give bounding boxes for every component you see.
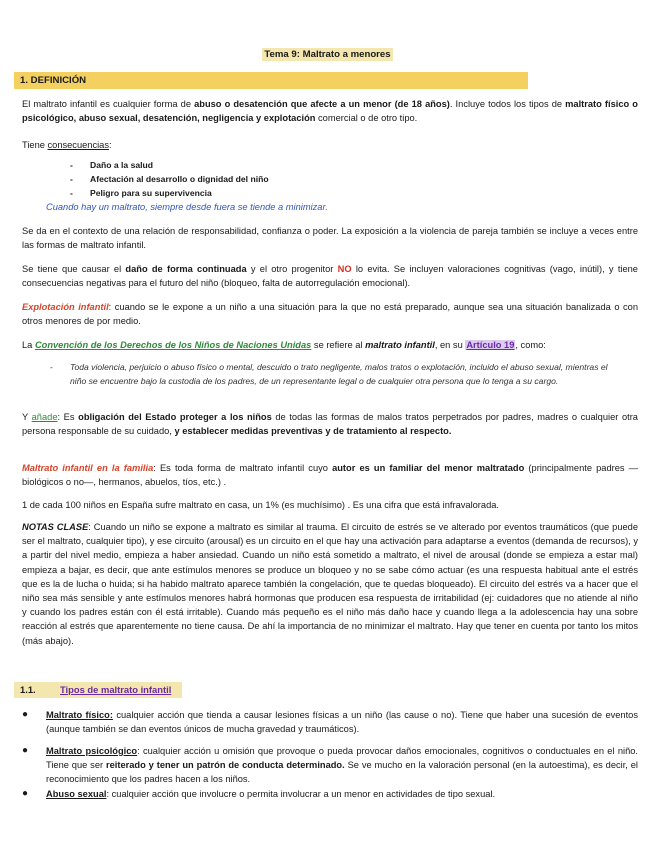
list-item: - Afectación al desarrollo o dignidad del niño (70, 172, 630, 186)
definition-paragraph: El maltrato infantil es cualquier forma de abuso o desatención que afecte a un menor (de 18 años). Incluye todos los tipos de maltrato físico o psicológico, abuso sexual, desatención, negligencia y explotación comercial o de otro tipo. (22, 99, 638, 124)
convention-link[interactable]: Convención de los Derechos de los Niños de Naciones Unidas (34, 340, 312, 350)
document-title: Tema 9: Maltrato a menores (264, 49, 391, 60)
list-item: ● Abuso sexual: cualquier acción que involucre o permita involucrar a un menor en actividades de tipo sexual. (22, 787, 638, 801)
list-item: ● Maltrato psicológico: cualquier acción u omisión que provoque o pueda provocar daños emocionales, cognitivos o conductuales en el niño. Tiene que ser reiterado y tener un patrón de conducta determinado. Se ve mucho en la valoración personal (en la autoestima), es decir, el reconocimiento que los padres hacen a los niños. (22, 745, 638, 785)
list-item: - Daño a la salud (70, 158, 630, 172)
list-item: - Peligro para su supervivencia (70, 186, 630, 200)
exploitation-paragraph: Explotación infantil: cuando se le expone a un niño a una situación para la que no está preparado, aunque sea una situación banalizada o con otros menores de por medio. (22, 302, 638, 327)
consequences-intro: Tiene consecuencias: (22, 140, 112, 150)
section-heading-definition: 1. DEFINICIÓN (14, 72, 528, 89)
bullet-icon: ● (22, 788, 29, 799)
state-obligation-paragraph: Y añade: Es obligación del Estado proteger a los niños de todas las formas de malos tratos perpetrados por padres, madres o cualquier otra persona responsable de su cuidado, y establecer medidas preventivas y de tratamiento al respecto. (22, 412, 638, 437)
article-19-link[interactable]: Artículo 19 (466, 340, 515, 350)
minimize-note: Cuando hay un maltrato, siempre desde fuera se tiende a minimizar. (46, 202, 328, 212)
consequences-list (70, 158, 630, 200)
convention-quote: - Toda violencia, perjuicio o abuso físico o mental, descuido o trato negligente, malos tratos o explotación, incluido el abuso sexual, mientras el niño se encuentre bajo la custodia de los padres, de un representante legal o de cualquier otra persona que lo tenga a su cargo. (50, 362, 608, 386)
section-heading-types: 1.1. Tipos de maltrato infantil (14, 682, 182, 698)
convention-paragraph: La Convención de los Derechos de los Niños de Naciones Unidas se refiere al maltrato infantil, en su Artículo 19, como: (22, 340, 546, 350)
bullet-icon: ● (22, 709, 29, 720)
statistic-paragraph: 1 de cada 100 niños en España sufre maltrato en casa, un 1% (es muchísimo) . Es una cifra que está infravalorada. (22, 500, 499, 510)
list-item: ● Maltrato físico: cualquier acción que tienda a causar lesiones físicas a un niño (las cause o no). Tiene que haber una sucesión de eventos (aunque también se dan eventos únicos de mucha gravedad y traumáticos). (22, 709, 638, 735)
class-notes-paragraph: NOTAS CLASE: Cuando un niño se expone a maltrato es similar al trauma. El circuito de estrés se ve alterado por eventos traumáticos (que puede ser el maltrato, cualquier tipo), y ese circuito (arousal) es un circuito en el que hay una activación para adaptarse a eventos (demanda de recursos), y a partir del nivel medio, empieza a haber ansiedad. Cuando un niño está sometido a maltrato, el nivel de arousal (donde se empieza a estar mal) empieza a bajar, es decir, que ante estímulos menores se produce un bloqueo y no se sabe cómo actuar (es una respuesta habitual ante el estrés que es la de lucha o huida; si ha habido maltrato aparece también la congelación, que te quedas bloqueado). El circuito del estrés va a hacer que el niño sea más sensible y ante estímulos menores habrá hormonas que producen esa respuesta de irritabilidad (ej: cuidadores que no atiende al niño y cuando los padres están con él está irritable). Cuando más pequeño es el niño más daño hace y cuando llega a la adolescencia hay una sobre reacción al estrés que aparentemente no tiene causa. De ahí la importancia de no minimizar el maltrato. Hay que tener en cuenta por tanto los mitos (más abajo). (22, 522, 638, 646)
damage-paragraph: Se tiene que causar el daño de forma continuada y el otro progenitor NO lo evita. Se incluyen valoraciones cognitivas (vago, inútil), y tiene consecuencias negativas para el futuro del niño (bloqueo, falta de autorregulación emocional). (22, 264, 638, 289)
family-abuse-paragraph: Maltrato infantil en la familia: Es toda forma de maltrato infantil cuyo autor es un familiar del menor maltratado (principalmente padres —biológicos o no—, hermanos, abuelos, tíos, etc.) . (22, 463, 638, 488)
bullet-icon: ● (22, 745, 29, 756)
context-paragraph: Se da en el contexto de una relación de responsabilidad, confianza o poder. La exposición a la violencia de pareja también se incluye a veces entre las formas de maltrato infantil. (22, 226, 638, 251)
